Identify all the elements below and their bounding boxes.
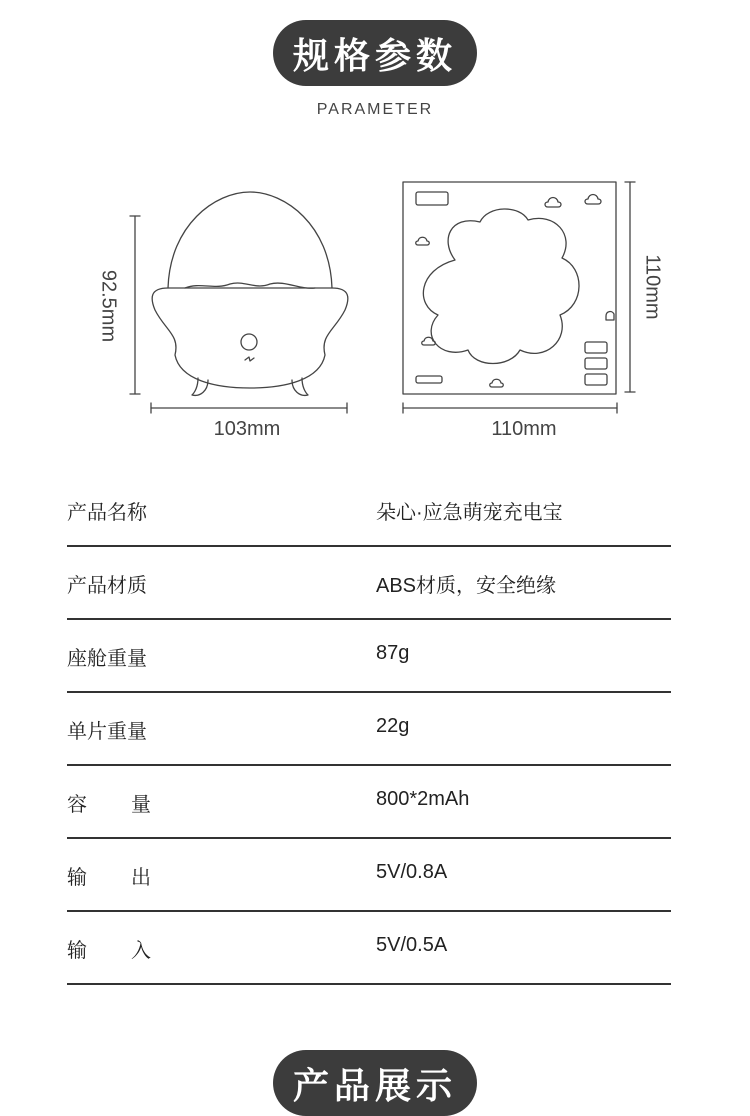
spec-label: 输入 [67, 938, 195, 962]
spec-value: 87g [376, 642, 410, 664]
spec-value: 22g [376, 715, 410, 737]
spec-row [67, 839, 671, 912]
spec-row [67, 620, 671, 693]
spec-label: 容量 [67, 792, 195, 816]
spec-row [67, 474, 671, 547]
spec-row [67, 912, 671, 985]
spec-label: 单片重量 [67, 719, 147, 743]
device-side-view [152, 192, 348, 395]
spec-label: 产品材质 [67, 573, 147, 597]
spec-label: 输出 [67, 865, 195, 889]
next-section-title: 产品展示 [292, 1065, 457, 1107]
section-subtitle: PARAMETER [316, 101, 434, 118]
next-section-title-badge [273, 1050, 477, 1116]
spec-value: 朵心·应急萌宠充电宝 [376, 502, 563, 524]
spec-row [67, 693, 671, 766]
dimension-drawing [0, 170, 750, 450]
width-dimension-label: 103mm [213, 418, 281, 440]
spec-label: 座舱重量 [67, 646, 147, 670]
spec-value: 800*2mAh [376, 788, 470, 810]
box-top-view [403, 182, 616, 394]
spec-row [67, 766, 671, 839]
height-dimension-label: 92.5mm [97, 269, 120, 343]
spec-value: 5V/0.8A [376, 861, 448, 883]
spec-label: 产品名称 [67, 500, 147, 524]
section-title-badge [273, 20, 477, 86]
spec-row [67, 547, 671, 620]
section-title: 规格参数 [292, 35, 457, 77]
spec-value: ABS材质，安全绝缘 [376, 575, 557, 597]
spec-value: 5V/0.5A [376, 934, 448, 956]
spec-table [67, 474, 671, 985]
box-height-dimension-label: 110mm [641, 254, 664, 320]
box-width-dimension-label: 110mm [491, 418, 557, 440]
